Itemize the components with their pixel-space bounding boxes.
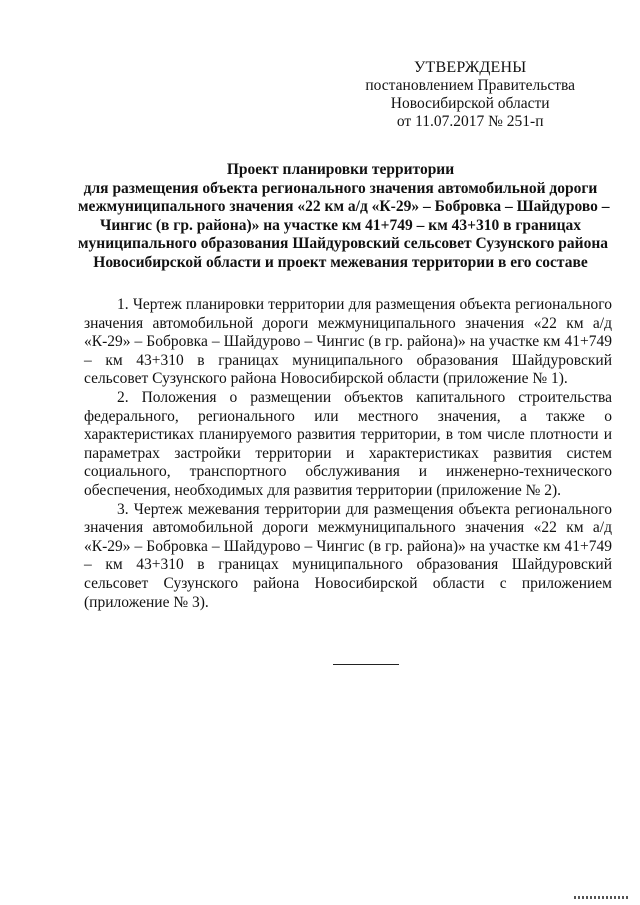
approval-block <box>365 59 575 131</box>
title-line: межмуниципального значения «22 км а/д «К-29» – Бобровка – Шайдурово – <box>78 198 610 216</box>
approval-date-number: от 11.07.2017 № 251-п <box>396 113 544 130</box>
document-body <box>84 296 612 612</box>
paragraph-3: 3. Чертеж межевания территории для размещения объекта регионального значения автомобильной дороги межмуниципального значения «22 км а/д «К-29» – Бобровка – Шайдурово – Чингис (в гр. района)» на участке км 41+749 – км 43+310 в границах муниципального образования Шайдуровский сельсовет Сузунского района Новосибирской области с приложением (приложение № 3). <box>84 500 612 611</box>
approval-decree: постановлением Правительства <box>365 77 575 94</box>
title-line: Новосибирской области и проект межевания территории в его составе <box>93 253 588 271</box>
title-line: для размещения объекта регионального значения автомобильной дороги <box>83 179 598 197</box>
approval-region: Новосибирской области <box>390 95 550 112</box>
end-divider <box>333 664 399 665</box>
paragraph-1: 1. Чертеж планировки территории для размещения объекта регионального значения автомобильной дороги межмуниципального значения «22 км а/д «К-29» – Бобровка – Шайдурово – Чингис (в гр. района)» на участке км 41+749 – км 43+310 в границах муниципального образования Шайдуровский сельсовет Сузунского района Новосибирской области (приложение № 1). <box>84 296 612 388</box>
approval-heading: УТВЕРЖДЕНЫ <box>413 59 527 76</box>
title-line: Чингис (в гр. района)» на участке км 41+749 – км 43+310 в границах <box>99 216 582 234</box>
scan-corner-mark <box>574 896 630 899</box>
title-line: муниципального образования Шайдуровский сельсовет Сузунского района <box>78 235 609 253</box>
document-title <box>78 161 610 273</box>
title-line: Проект планировки территории <box>226 161 455 178</box>
paragraph-2: 2. Положения о размещении объектов капитального строительства федерального, регионального или местного значения, а также о характеристиках планируемого развития территории, в том числе плотности и параметрах застройки территории и характеристиках развития систем социального, транспортного обслуживания и инженерно-технического обеспечения, необходимых для развития территории (приложение № 2). <box>84 388 612 499</box>
